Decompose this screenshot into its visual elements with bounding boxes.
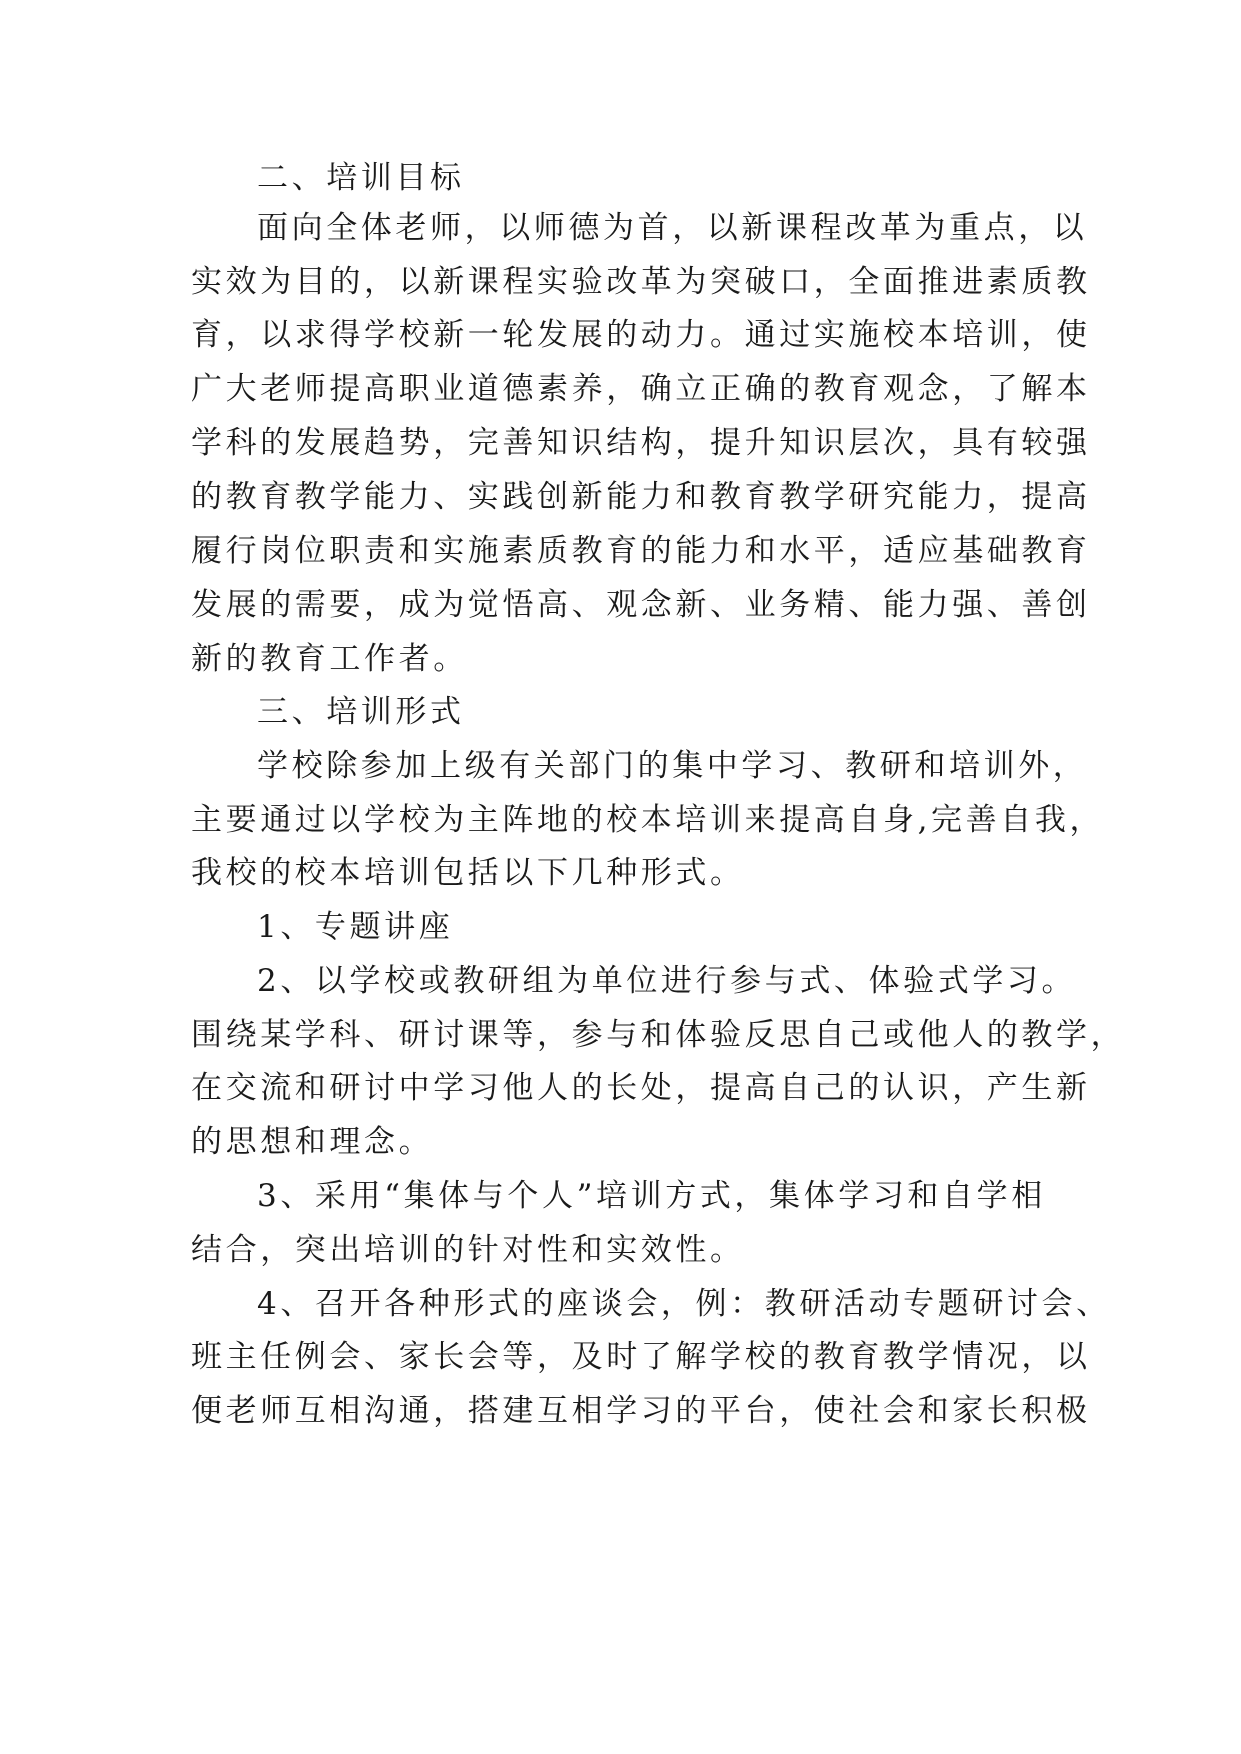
paragraph-line: 主要通过以学校为主阵地的校本培训来提高自身,完善自我， bbox=[191, 802, 1105, 838]
paragraph-line: 学科的发展趋势，完善知识结构，提升知识层次，具有较强 bbox=[191, 425, 1091, 461]
paragraph-line: 履行岗位职责和实施素质教育的能力和水平，适应基础教育 bbox=[191, 533, 1091, 569]
paragraph-line: 在交流和研讨中学习他人的长处，提高自己的认识，产生新 bbox=[191, 1070, 1091, 1106]
paragraph-line: 的思想和理念。 bbox=[191, 1124, 434, 1160]
paragraph-line: 面向全体老师，以师德为首，以新课程改革为重点，以 bbox=[257, 210, 1088, 246]
paragraph-line: 的教育教学能力、实践创新能力和教育教学研究能力，提高 bbox=[191, 479, 1091, 515]
paragraph-line: 新的教育工作者。 bbox=[191, 641, 468, 677]
list-item-4: 4、召开各种形式的座谈会，例：教研活动专题研讨会、 bbox=[257, 1286, 1111, 1322]
paragraph-line: 结合，突出培训的针对性和实效性。 bbox=[191, 1232, 745, 1268]
paragraph-line: 学校除参加上级有关部门的集中学习、教研和培训外， bbox=[257, 748, 1088, 784]
paragraph-line: 实效为目的，以新课程实验改革为突破口，全面推进素质教 bbox=[191, 264, 1091, 300]
list-item-1: 1、专题讲座 bbox=[257, 909, 454, 945]
heading-training-forms: 三、培训形式 bbox=[257, 694, 465, 730]
paragraph-line: 育，以求得学校新一轮发展的动力。通过实施校本培训，使 bbox=[191, 317, 1091, 353]
list-item-2: 2、以学校或教研组为单位进行参与式、体验式学习。 bbox=[257, 963, 1077, 999]
paragraph-line: 便老师互相沟通，搭建互相学习的平台，使社会和家长积极 bbox=[191, 1393, 1091, 1429]
paragraph-line: 广大老师提高职业道德素养，确立正确的教育观念，了解本 bbox=[191, 371, 1091, 407]
paragraph-line: 发展的需要，成为觉悟高、观念新、业务精、能力强、善创 bbox=[191, 587, 1091, 623]
heading-training-goals: 二、培训目标 bbox=[257, 160, 465, 196]
paragraph-line: 班主任例会、家长会等，及时了解学校的教育教学情况，以 bbox=[191, 1339, 1091, 1375]
list-item-3: 3、采用“集体与个人”培训方式，集体学习和自学相 bbox=[257, 1178, 1046, 1214]
paragraph-line: 围绕某学科、研讨课等，参与和体验反思自己或他人的教学， bbox=[191, 1017, 1126, 1053]
paragraph-line: 我校的校本培训包括以下几种形式。 bbox=[191, 855, 745, 891]
